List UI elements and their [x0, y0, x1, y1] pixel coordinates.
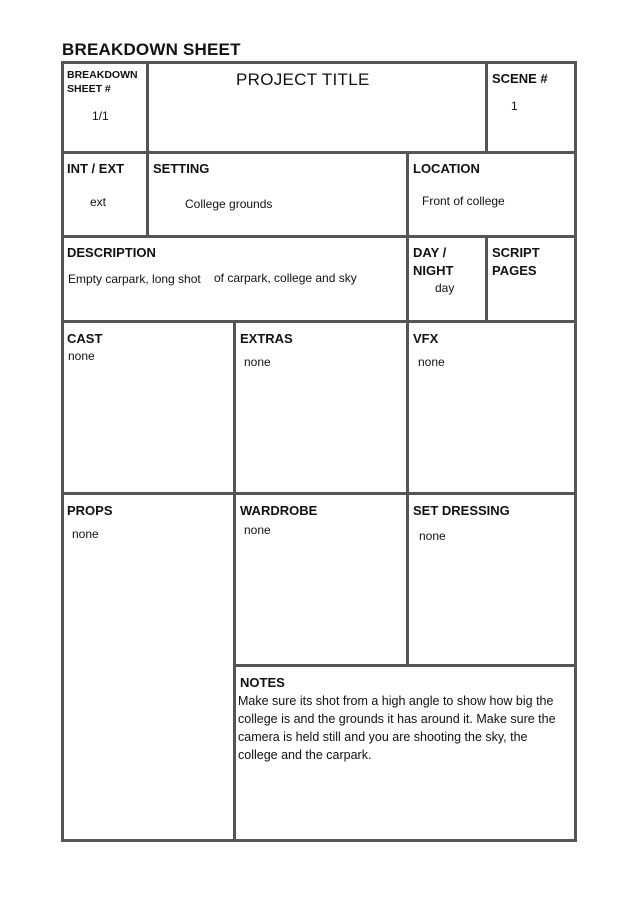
description-value-part-1[interactable]: Empty carpark, long shot: [68, 272, 201, 286]
sheet-number-value[interactable]: 1/1: [92, 109, 109, 123]
cast-value[interactable]: none: [68, 349, 95, 363]
cast-label: CAST: [67, 331, 103, 346]
description-label: DESCRIPTION: [67, 245, 156, 260]
sheet-title: BREAKDOWN SHEET: [62, 40, 241, 59]
col-divider-r2-b: [406, 151, 409, 237]
row-divider-4: [61, 492, 577, 495]
location-value[interactable]: Front of college: [422, 194, 505, 208]
row-divider-1: [61, 151, 577, 154]
int-ext-label: INT / EXT: [67, 161, 125, 176]
notes-line: college is and the grounds it has around it. Make sure the: [238, 712, 556, 726]
project-title: PROJECT TITLE: [236, 70, 370, 89]
notes-text[interactable]: [238, 692, 573, 764]
script-pages-label-line2: PAGES: [492, 263, 537, 278]
vfx-label: VFX: [413, 331, 439, 346]
props-label: PROPS: [67, 503, 113, 518]
frame-bottom: [61, 839, 577, 842]
extras-value[interactable]: none: [244, 355, 271, 369]
col-divider-r3-a: [406, 235, 409, 322]
setting-label: SETTING: [153, 161, 210, 176]
frame-left: [61, 61, 64, 842]
col-divider-r4-b: [406, 320, 409, 666]
set-dressing-label: SET DRESSING: [413, 503, 510, 518]
frame-top: [61, 61, 577, 64]
int-ext-value[interactable]: ext: [90, 195, 107, 209]
props-value[interactable]: none: [72, 527, 99, 541]
col-divider-r3-b: [485, 235, 488, 322]
notes-line: camera is held still and you are shooting the sky, the: [238, 730, 528, 744]
row-divider-3: [61, 320, 577, 323]
day-night-label-line2: NIGHT: [413, 263, 454, 278]
extras-label: EXTRAS: [240, 331, 293, 346]
notes-line: college and the carpark.: [238, 748, 372, 762]
notes-divider: [233, 664, 577, 667]
wardrobe-label: WARDROBE: [240, 503, 318, 518]
notes-line: Make sure its shot from a high angle to show how big the: [238, 694, 554, 708]
script-pages-label-line1: SCRIPT: [492, 245, 540, 260]
wardrobe-value[interactable]: none: [244, 523, 271, 537]
scene-number-value[interactable]: 1: [511, 99, 518, 113]
col-divider-r2-a: [146, 151, 149, 237]
day-night-label-line1: DAY /: [413, 245, 447, 260]
notes-label: NOTES: [240, 675, 285, 690]
col-divider-r4-a: [233, 320, 236, 842]
setting-value[interactable]: College grounds: [185, 197, 273, 211]
set-dressing-value[interactable]: none: [419, 529, 446, 543]
col-divider-r1-a: [146, 61, 149, 153]
location-label: LOCATION: [413, 161, 480, 176]
description-value-part-2[interactable]: of carpark, college and sky: [214, 271, 357, 285]
row-divider-2: [61, 235, 577, 238]
vfx-value[interactable]: none: [418, 355, 445, 369]
col-divider-r1-b: [485, 61, 488, 153]
frame-right: [574, 61, 577, 842]
scene-number-label: SCENE #: [492, 71, 548, 86]
sheet-number-label: BREAKDOWN SHEET #: [67, 69, 138, 95]
day-night-value[interactable]: day: [435, 281, 455, 295]
